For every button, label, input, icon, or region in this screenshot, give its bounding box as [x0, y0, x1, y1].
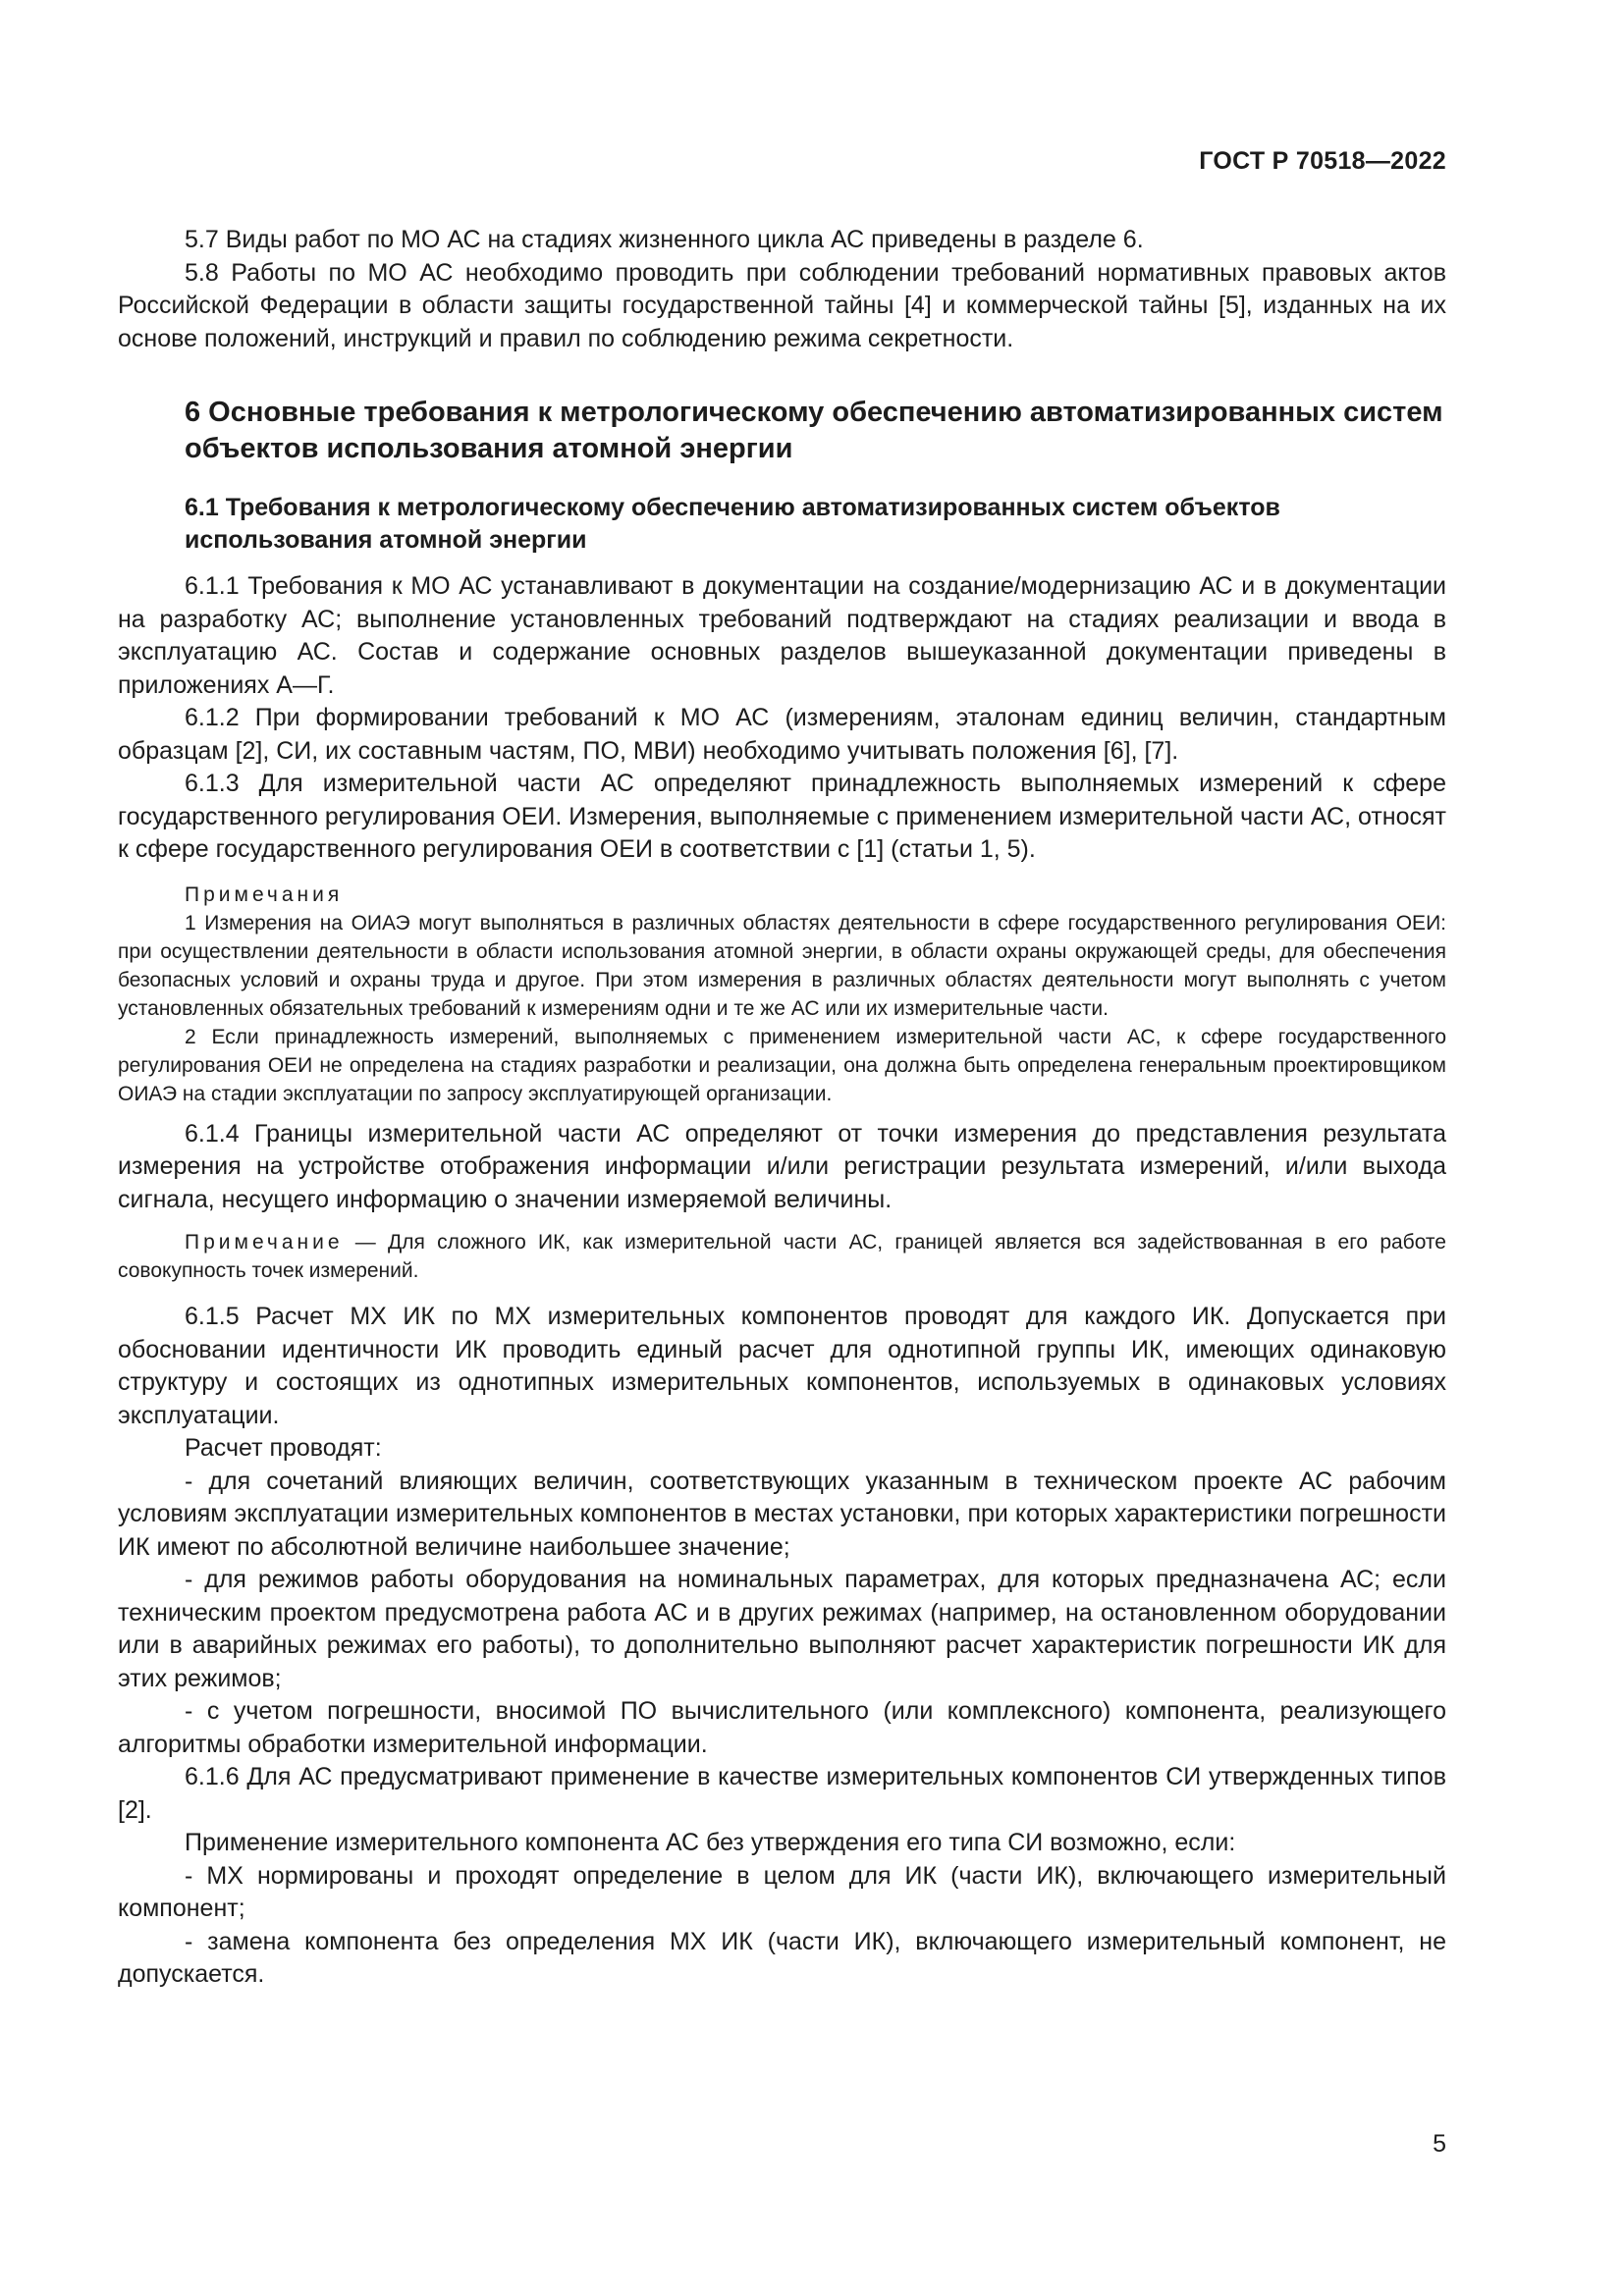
- paragraph-6-1-2: 6.1.2 При формировании требований к МО АС (измерениям, эталонам единиц величин, стандартным образцам [2], СИ, их составным частям, ПО, МВИ) необходимо учитывать положения [6], [7].: [118, 704, 1446, 765]
- list-item-calc-1: - для сочетаний влияющих величин, соответствующих указанным в техническом проекте АС рабочим условиям эксплуатации измерительных компонентов в местах установки, при которых характеристики погрешности ИК имеют по абсолютной величине наибольшее значение;: [118, 1467, 1446, 1561]
- document-body: [118, 224, 1446, 1992]
- list-item-application-2: - замена компонента без определения МХ ИК (части ИК), включающего измерительный компонент, не допускается.: [118, 1927, 1446, 1988]
- paragraph-6-1-1: 6.1.1 Требования к МО АС устанавливают в документации на создание/модернизацию АС и в документации на разработку АС; выполнение установленных требований подтверждают на стадиях реализации и ввода в эксплуатацию АС. Состав и содержание основных разделов вышеуказанной документации приведены в приложениях А—Г.: [118, 572, 1446, 699]
- page-number: 5: [1433, 2130, 1446, 2158]
- document-page: [118, 0, 1446, 2296]
- note-single-label: Примечание: [185, 1231, 344, 1254]
- notes-title: Примечания: [185, 882, 344, 906]
- paragraph-6-1-6: 6.1.6 Для АС предусматривают применение в качестве измерительных компонентов СИ утвержденных типов [2].: [118, 1763, 1446, 1824]
- note-single: [118, 1228, 1446, 1285]
- note-2: 2 Если принадлежность измерений, выполняемых с применением измерительной части АС, к сфере государственного регулирования ОЕИ не определена на стадиях разработки и реализации, она должна быть определена генеральным проектировщиком ОИАЭ на стадии эксплуатации по запросу эксплуатирующей организации.: [118, 1025, 1446, 1105]
- list-item-calc-3: - с учетом погрешности, вносимой ПО вычислительного (или комплексного) компонента, реализующего алгоритмы обработки измерительной информации.: [118, 1697, 1446, 1758]
- document-header: ГОСТ Р 70518—2022: [1199, 147, 1446, 175]
- paragraph-5-8: 5.8 Работы по МО АС необходимо проводить при соблюдении требований нормативных правовых актов Российской Федерации в области защиты государственной тайны [4] и коммерческой тайны [5], изданных на их основе положений, инструкций и правил по соблюдению режима секретности.: [118, 258, 1446, 352]
- note-single-text: — Для сложного ИК, как измерительной части АС, границей является вся задействованная в его работе совокупность точек измерений.: [118, 1231, 1446, 1282]
- subsection-6-1-title: 6.1 Требования к метрологическому обеспечению автоматизированных систем объектов использования атомной энергии: [185, 494, 1280, 554]
- paragraph-5-7: 5.7 Виды работ по МО АС на стадиях жизненного цикла АС приведены в разделе 6.: [185, 226, 1144, 253]
- paragraph-6-1-4: 6.1.4 Границы измерительной части АС определяют от точки измерения до представления результата измерения на устройстве отображения информации и/или регистрации результата измерений, и/или выхода сигнала, несущего информацию о значении измеряемой величины.: [118, 1119, 1446, 1213]
- note-1: 1 Измерения на ОИАЭ могут выполняться в различных областях деятельности в сфере государственного регулирования ОЕИ: при осуществлении деятельности в области использования атомной энергии, в области охраны окружающей среды, для обеспечения безопасных условий и охраны труда и другое. При этом измерения в различных областях деятельности могут выполнять с учетом установленных обязательных требований к измерениям одни и те же АС или их измерительные части.: [118, 911, 1446, 1020]
- list-item-calc-2: - для режимов работы оборудования на номинальных параметрах, для которых предназначена АС; если техническим проектом предусмотрена работа АС и в других режимах (например, на остановленном оборудовании или в аварийных режимах его работы), то дополнительно выполняют расчет характеристик погрешности ИК для этих режимов;: [118, 1566, 1446, 1692]
- list-item-application-1: - МХ нормированы и проходят определение в целом для ИК (части ИК), включающего измерительный компонент;: [118, 1861, 1446, 1922]
- section-6-title: 6 Основные требования к метрологическому обеспечению автоматизированных систем объектов использования атомной энергии: [185, 397, 1443, 464]
- paragraph-calc-intro: Расчет проводят:: [185, 1434, 382, 1462]
- paragraph-application-intro: Применение измерительного компонента АС без утверждения его типа СИ возможно, если:: [185, 1829, 1236, 1856]
- paragraph-6-1-5: 6.1.5 Расчет МХ ИК по МХ измерительных компонентов проводят для каждого ИК. Допускается при обосновании идентичности ИК проводить единый расчет для однотипной группы ИК, имеющих одинаковую структуру и состоящих из однотипных измерительных компонентов, используемых в одинаковых условиях эксплуатации.: [118, 1303, 1446, 1429]
- paragraph-6-1-3: 6.1.3 Для измерительной части АС определяют принадлежность выполняемых измерений к сфере государственного регулирования ОЕИ. Измерения, выполняемые с применением измерительной части АС, относят к сфере государственного регулирования ОЕИ в соответствии с [1] (статьи 1, 5).: [118, 770, 1446, 863]
